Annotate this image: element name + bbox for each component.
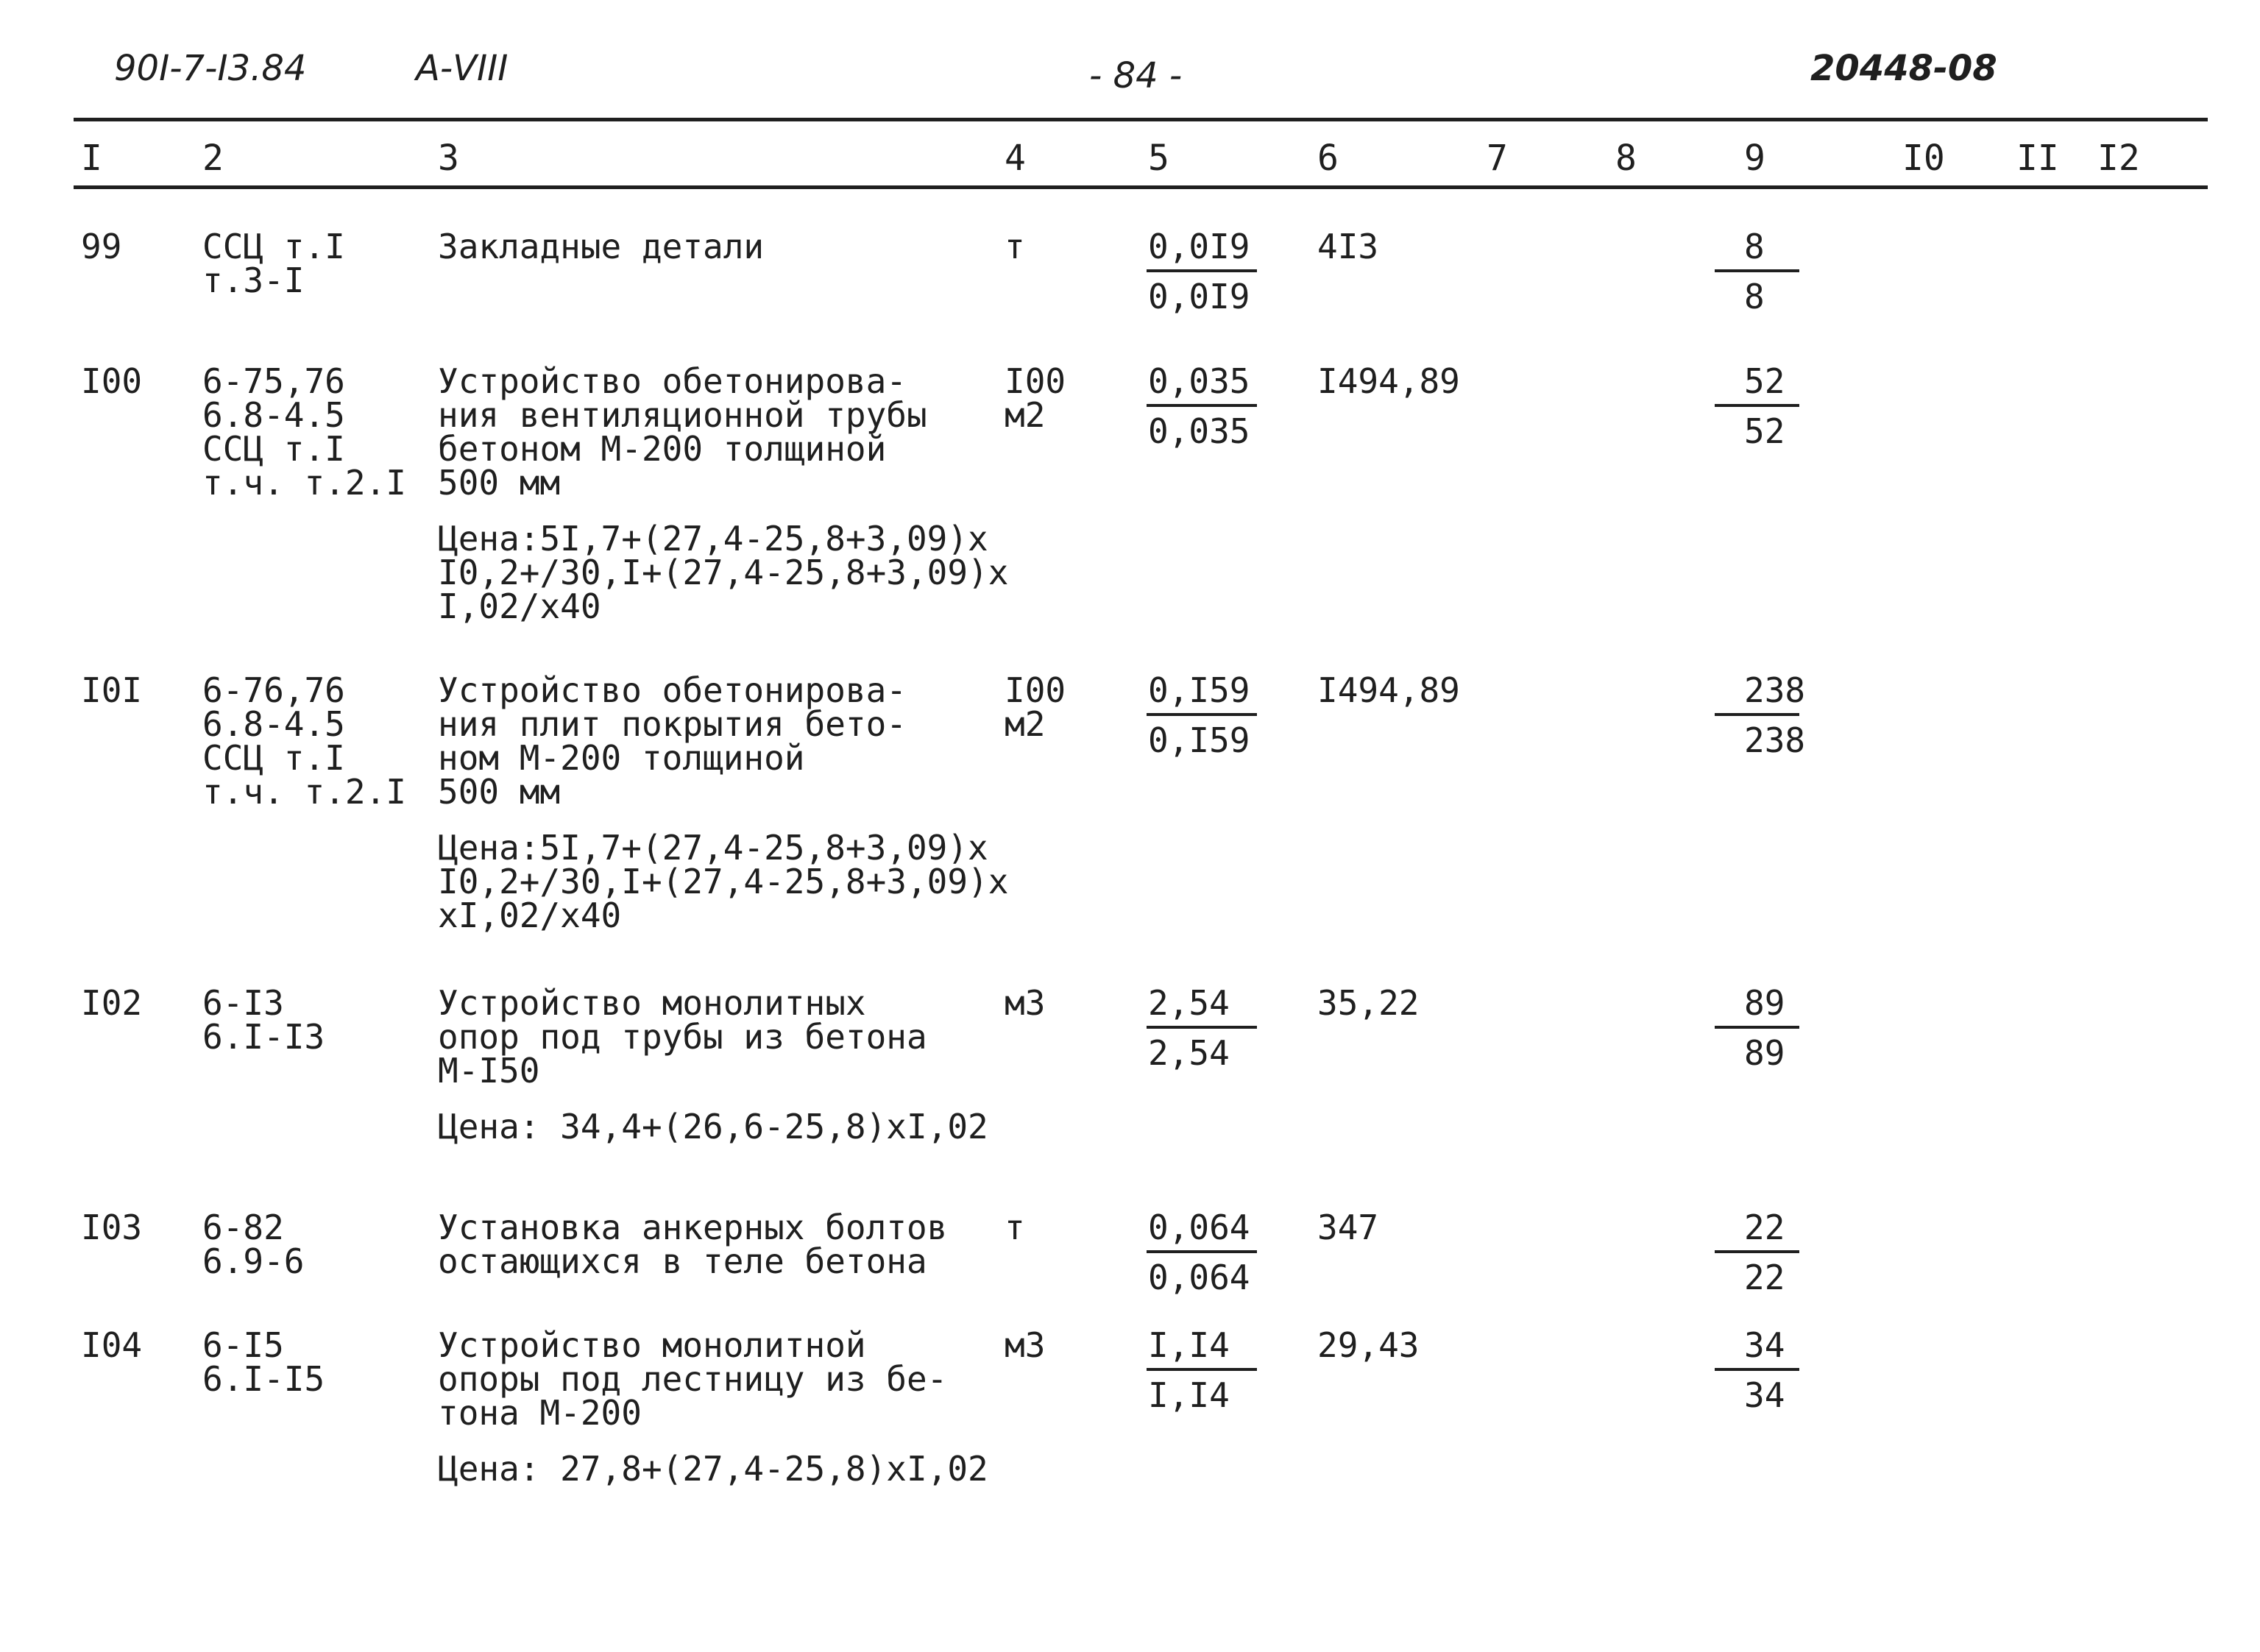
work-name-line: остающихся в теле бетона — [438, 1241, 927, 1281]
price-formula-line: I0,2+/30,I+(27,4-25,8+3,09)х — [438, 553, 1009, 592]
cost-denominator: 8 — [1744, 277, 1765, 316]
price-formula-line: Цена: 27,8+(27,4-25,8)хI,02 — [438, 1449, 988, 1489]
cost-fraction-bar — [1715, 404, 1799, 407]
quantity-fraction-bar — [1147, 404, 1257, 407]
work-name-line: тона М-200 — [438, 1393, 642, 1433]
cost-numerator: 8 — [1744, 227, 1765, 266]
row-number: 99 — [81, 227, 122, 266]
quantity-denominator: 0,0I9 — [1148, 277, 1250, 316]
cost-numerator: 89 — [1744, 983, 1785, 1023]
cost-denominator: 22 — [1744, 1258, 1785, 1297]
column-header-6: 6 — [1317, 138, 1339, 179]
work-name-line: Устройство обетонирова- — [438, 361, 907, 401]
unit-cost: 35,22 — [1317, 983, 1420, 1023]
cost-numerator: 22 — [1744, 1208, 1785, 1247]
work-name-line: 500 мм — [438, 463, 561, 503]
unit-line: т — [1005, 227, 1025, 266]
quantity-numerator: 0,0I9 — [1148, 227, 1250, 266]
quantity-numerator: 0,I59 — [1148, 670, 1250, 710]
work-name-line: ния вентиляционной трубы — [438, 395, 927, 435]
price-formula-line: Цена: 34,4+(26,6-25,8)хI,02 — [438, 1107, 988, 1146]
row-number: I02 — [81, 983, 143, 1023]
quantity-fraction-bar — [1147, 1250, 1257, 1253]
quantity-denominator: 2,54 — [1148, 1033, 1230, 1073]
norm-code-line: 6-82 — [202, 1208, 284, 1247]
row-number: I00 — [81, 361, 143, 401]
unit-line: I00 — [1005, 361, 1066, 401]
row-number: I0I — [81, 670, 143, 710]
unit-cost: I494,89 — [1317, 361, 1460, 401]
quantity-numerator: 0,064 — [1148, 1208, 1250, 1247]
norm-code-line: 6.9-6 — [202, 1241, 305, 1281]
column-header-3: 3 — [438, 138, 459, 179]
price-formula-line: хI,02/х40 — [438, 896, 622, 935]
quantity-fraction-bar — [1147, 1026, 1257, 1029]
column-header-10: I0 — [1902, 138, 1945, 179]
cost-numerator: 34 — [1744, 1325, 1785, 1365]
cost-fraction-bar — [1715, 713, 1799, 716]
work-name-line: Устройство монолитной — [438, 1325, 866, 1365]
norm-code-line: ССЦ т.I — [202, 227, 345, 266]
album-number: А-VIII — [416, 48, 509, 89]
cost-denominator: 238 — [1744, 720, 1806, 760]
price-formula-line: Цена:5I,7+(27,4-25,8+3,09)х — [438, 519, 988, 559]
column-header-8: 8 — [1615, 138, 1637, 179]
cost-denominator: 89 — [1744, 1033, 1785, 1073]
quantity-fraction-bar — [1147, 1368, 1257, 1371]
norm-code-line: 6.I-I5 — [202, 1359, 325, 1399]
cost-fraction-bar — [1715, 1250, 1799, 1253]
unit-line: м3 — [1005, 983, 1046, 1023]
unit-cost: 347 — [1317, 1208, 1379, 1247]
header-bottom-rule — [74, 185, 2208, 189]
norm-code-line: т.3-I — [202, 260, 305, 300]
norm-code-line: 6-75,76 — [202, 361, 345, 401]
column-header-11: II — [2016, 138, 2059, 179]
unit-line: I00 — [1005, 670, 1066, 710]
norm-code-line: ССЦ т.I — [202, 738, 345, 778]
header-top-rule — [74, 118, 2208, 121]
quantity-numerator: 0,035 — [1148, 361, 1250, 401]
work-name-line: М-I50 — [438, 1051, 540, 1091]
column-header-5: 5 — [1148, 138, 1169, 179]
unit-line: т — [1005, 1208, 1025, 1247]
page-number: - 84 - — [1089, 55, 1183, 96]
price-formula-line: I,02/х40 — [438, 586, 601, 626]
work-name-line: ния плит покрытия бето- — [438, 704, 907, 744]
norm-code-line: т.ч. т.2.I — [202, 772, 406, 812]
cost-fraction-bar — [1715, 269, 1799, 272]
work-name-line: Устройство монолитных — [438, 983, 866, 1023]
norm-code-line: 6-I3 — [202, 983, 284, 1023]
cost-fraction-bar — [1715, 1026, 1799, 1029]
column-header-12: I2 — [2097, 138, 2140, 179]
unit-line: м3 — [1005, 1325, 1046, 1365]
price-formula-line: I0,2+/30,I+(27,4-25,8+3,09)х — [438, 862, 1009, 901]
quantity-denominator: 0,064 — [1148, 1258, 1250, 1297]
unit-line: м2 — [1005, 704, 1046, 744]
column-header-4: 4 — [1005, 138, 1026, 179]
row-number: I03 — [81, 1208, 143, 1247]
quantity-denominator: 0,I59 — [1148, 720, 1250, 760]
cost-denominator: 52 — [1744, 411, 1785, 451]
unit-cost: 4I3 — [1317, 227, 1379, 266]
unit-cost: 29,43 — [1317, 1325, 1420, 1365]
norm-code-line: 6.8-4.5 — [202, 704, 345, 744]
column-header-1: I — [81, 138, 102, 179]
cost-numerator: 52 — [1744, 361, 1785, 401]
work-name-line: бетоном М-200 толщиной — [438, 429, 887, 469]
work-name-line: 500 мм — [438, 772, 561, 812]
inventory-number: 20448-08 — [1810, 48, 1997, 89]
cost-denominator: 34 — [1744, 1375, 1785, 1415]
quantity-fraction-bar — [1147, 269, 1257, 272]
cost-numerator: 238 — [1744, 670, 1806, 710]
quantity-fraction-bar — [1147, 713, 1257, 716]
norm-code-line: 6.I-I3 — [202, 1017, 325, 1057]
quantity-denominator: 0,035 — [1148, 411, 1250, 451]
quantity-denominator: I,I4 — [1148, 1375, 1230, 1415]
row-number: I04 — [81, 1325, 143, 1365]
work-name-line: опор под трубы из бетона — [438, 1017, 927, 1057]
work-name-line: Установка анкерных болтов — [438, 1208, 948, 1247]
cost-fraction-bar — [1715, 1368, 1799, 1371]
price-formula-line: Цена:5I,7+(27,4-25,8+3,09)х — [438, 828, 988, 868]
norm-code-line: 6.8-4.5 — [202, 395, 345, 435]
norm-code-line: ССЦ т.I — [202, 429, 345, 469]
work-name-line: ном М-200 толщиной — [438, 738, 805, 778]
column-header-2: 2 — [202, 138, 224, 179]
unit-line: м2 — [1005, 395, 1046, 435]
norm-code-line: 6-I5 — [202, 1325, 284, 1365]
column-header-7: 7 — [1487, 138, 1508, 179]
work-name-line: Закладные детали — [438, 227, 765, 266]
quantity-numerator: I,I4 — [1148, 1325, 1230, 1365]
work-name-line: Устройство обетонирова- — [438, 670, 907, 710]
unit-cost: I494,89 — [1317, 670, 1460, 710]
quantity-numerator: 2,54 — [1148, 983, 1230, 1023]
document-code: 90I-7-I3.84 — [114, 48, 307, 89]
norm-code-line: т.ч. т.2.I — [202, 463, 406, 503]
work-name-line: опоры под лестницу из бе- — [438, 1359, 948, 1399]
norm-code-line: 6-76,76 — [202, 670, 345, 710]
column-header-9: 9 — [1744, 138, 1765, 179]
